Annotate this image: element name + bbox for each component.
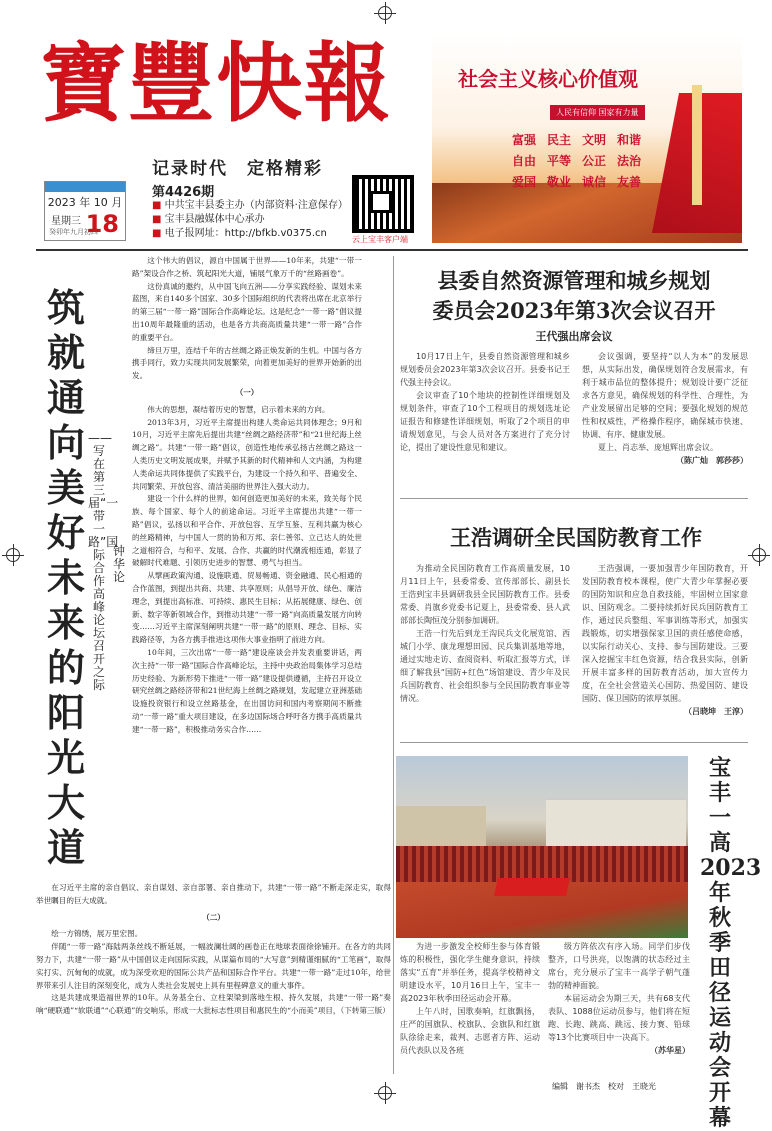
story1-headline-line2: 委员会2023年第3次会议召开 (432, 298, 716, 323)
registration-mark-bottom (378, 1086, 392, 1100)
story2-right-column (582, 562, 748, 718)
value-item: 爱国 (512, 175, 537, 189)
value-item: 文明 (582, 133, 607, 147)
value-item: 平等 (547, 154, 572, 168)
story3-right-column (548, 940, 690, 1057)
paragraph: 王浩一行先后到龙王沟民兵文化展览馆、西城门小学、康龙理想田园、民兵集训基地等地，通过实地走访、查阅资料、听取汇报等方式，详细了解我县“国防+红色”场馆建设、青少年及民兵国防教育、社会组织参与全民国防教育事业等情况。 (400, 629, 570, 703)
registration-mark-top (378, 6, 392, 20)
lead-article-continued (36, 882, 391, 1018)
masthead-divider (36, 249, 748, 251)
paragraph: 这份真诚的邀约，从中国飞向五洲——分享实践经验、谋划未来蓝图，来自140多个国家、30多个国际组织的代表将出席在北京举行的第三届“一带一路”国际合作高峰论坛。这是纪念“一带一路”倡议提出10周年最隆重的活动，也是各方共商高质量共建“一带一路”合作的重要平台。 (132, 281, 362, 342)
value-item: 敬业 (547, 175, 572, 189)
value-item: 富强 (512, 133, 537, 147)
value-item: 法治 (617, 154, 642, 168)
story2-left-column (400, 562, 570, 705)
story-divider-2 (400, 742, 748, 743)
calendar-day: 18 (85, 210, 119, 238)
values-grid (512, 131, 652, 190)
qr-code[interactable] (352, 175, 414, 233)
paragraph: 夏上、肖志举、庞旭辉出席会议。 (598, 443, 718, 452)
paragraph: 10月17日上午，县委自然资源管理和城乡规划委员会2023年第3次会议召开。县委书记王代强主持会议。 (400, 352, 570, 387)
paragraph: 王浩强调，一要加强青少年国防教育，开发国防教育校本课程，使广大青少年掌握必要的国防知识和应急自救技能，牢固树立国家意识、国防观念。二要持续抓好民兵国防教育工作，通过民兵整组、军事训练等形式，加强实践锻炼，切实增强保家卫国的责任感使命感，以实际行动关心、支持、参与国防建设。三要深入挖掘宝丰红色资源，结合我县实际，创新开展丰富多样的国防教育活动，加大宣传力度，在全社会营造关心国防、热爱国防、建设国防、保卫国防的浓厚氛围。 (582, 564, 748, 703)
paragraph: 本届运动会为期三天，共有68支代表队、1088位运动员参与，他们将在短跑、长跑、跳高、跳远、接力赛、铅球等13个比赛项目中一决高下。 (548, 994, 690, 1042)
story1-byline: （陈广灿 郭莎莎） (676, 456, 748, 465)
publisher-info (152, 199, 348, 241)
story2-byline: （吕晓坤 王淳） (684, 707, 748, 716)
sports-meet-photo (396, 756, 688, 938)
paragraph: 在习近平主席的亲自倡议、亲自谋划、亲自部署、亲自推动下，共建“一带一路”不断走深走实，取得举世瞩目的巨大成就。 (36, 883, 391, 905)
paragraph: 会议强调，要坚持“以人为本”的发展思想，从实际出发，确保规划符合发展需求，有利于城市品位的整体提升；规划设计要广泛征求各方意见，确保规划的科学性、合理性，为产业发展留出足够的空间；要强化规划的规范性和权威性，严格操作程序，确保城市快速、协调、有序、健康发展。 (582, 352, 748, 439)
publisher-organizer: ■ 宝丰县融媒体中心承办 (152, 213, 348, 227)
paragraph: 从擘画政策沟通、设施联通、贸易畅通、资金融通、民心相通的合作蓝图，到提出共商、共建、共享原则；从倡导开放、绿色、廉洁理念，到提出高标准、可持续、惠民生目标；从拓展健康、绿色、创新、数字等新领域合作，到推动共建“一带一路”向高质量发展方向转变……习近平主席深刻阐明共建“一带一路”的原则、理念、目标、实践路径等，为各方携手推进这项伟大事业指明了前进方向。 (132, 571, 362, 645)
paragraph: 伟大的思想，凝结着历史的智慧，启示着未来的方向。 (147, 404, 330, 414)
story3-byline: （苏华星） (650, 1046, 690, 1055)
value-item: 和谐 (617, 133, 642, 147)
publisher-website-link[interactable]: ■ 电子报网址：http://bfkb.v0375.cn (152, 227, 348, 241)
paragraph: 缔旦万里，连结千年的古丝绸之路正焕发新的生机。中国与各方携手同行，致力实现共同发展繁荣，向着更加美好的世界开始新的出发。 (132, 345, 362, 381)
paragraph: 为进一步激发全校师生参与体育锻炼的积极性，强化学生健身意识，持续落实“五育”并举任务，提高学校精神文明建设水平，10月16日上午，宝丰一高2023年秋季田径运动会开幕。 (400, 942, 540, 1003)
paragraph: 10年间，三次出席“一带一路”建设座谈会并发表重要讲话，两次主持“一带一路”国际合作高峰论坛，主持中央政治局集体学习总结历史经验、为新形势下推进“一带一路”建设提供遵循，主持召开设立研究丝绸之路经济带和21世纪海上丝绸之路规划，发起建立亚洲基础设施投资银行和设立丝路基金，在出国访问和国内考察期间不断推动“一带一路”重大项目建设，在多边国际场合呼吁各方携手高质量共建“一带一路”，积极推动务实合作…… (132, 647, 362, 734)
story3-left-column (400, 940, 540, 1057)
lead-subhead: ——写在第三届“一带一路”国际合作高峰论坛召开之际 (88, 431, 119, 692)
qr-caption: 云上宝丰客户端 (352, 235, 408, 244)
value-item: 公正 (582, 154, 607, 168)
masthead-motto: 记录时代 定格精彩 (152, 159, 323, 179)
paragraph: 建设一个什么样的世界，如何创造更加美好的未来，致关每个民族、每个国家、每个人的前途命运。习近平主席提出共建“一带一路”倡议，弘扬以和平合作、开放包容、互学互鉴、互利共赢为核心的丝路精神，与中国人一贯的协和万邦、亲仁善邻、立己达人的处世之道相符合，与和平、发展、合作、共赢的时代潮流相连通，彰显了破解时代难题、引领历史进步的智慧、勇气与担当。 (132, 494, 362, 568)
story1-right-column (582, 350, 748, 467)
lead-headline: 筑就通向美好未来的阳光大道 (46, 285, 85, 870)
story1-headline-line1: 县委自然资源管理和城乡规划 (437, 268, 711, 293)
paragraph: 这是共建成果造福世界的10年。从务基全台、立柱架梁到落地生根、持久发展，共建“一带一路”奏响“硬联通”“软联通”“心联通”的交响乐，形成一大批标志性项目和惠民生的“小而美”项目，（下转第三版） (36, 993, 391, 1016)
publisher-sponsor: ■ 中共宝丰县委主办（内部资料·注意保存） (152, 199, 348, 213)
paragraph: 这个伟大的倡议，源自中国属于世界——10年来，共建“一带一路”架设合作之桥、筑起阳光大道，铺展气象万千的“丝路画卷”。 (132, 256, 362, 278)
masthead-title: 寶豐快報 (40, 33, 392, 134)
core-values-banner (432, 33, 742, 243)
paragraph: 级方阵依次有序入场。同学们步伐整齐，口号洪亮，以饱满的状态经过主席台，充分展示了宝丰一高学子朝气蓬勃的精神面貌。 (548, 942, 690, 990)
editor-credit: 编辑 谢书杰 校对 王晓光 (552, 1082, 656, 1091)
huabiao-pillar-image (692, 85, 702, 205)
calendar-year-month: 2023 年 10 月 (47, 196, 123, 209)
story1-headline (400, 266, 748, 326)
paragraph: 2013年3月，习近平主席提出构建人类命运共同体理念；9月和10月，习近平主席先后提出共建“丝绸之路经济带”和“21世纪海上丝绸之路”。共建“一带一路”倡议，创造性地传承弘扬古丝绸之路这一人类历史文明发展成果，并赋予其新的时代精神和人文内涵，为构建人类命运共同体提供了实践平台，为建设一个持久和平、普遍安全、共同繁荣、开放包容、清洁美丽的世界注入强大动力。 (132, 417, 362, 491)
registration-mark-left (6, 548, 20, 562)
story3-headline: 宝丰一高2023年秋季田径运动会开幕 (700, 755, 762, 1131)
lead-author: 钟华论 (112, 544, 125, 584)
section-heading: （一） (235, 387, 259, 397)
story1-left-column (400, 350, 570, 454)
calendar-weekday: 星期三 (51, 216, 81, 227)
registration-mark-right (752, 548, 766, 562)
story1-subhead: 王代强出席会议 (535, 330, 613, 343)
value-item: 自由 (512, 154, 537, 168)
value-item: 友善 (617, 175, 642, 189)
value-item: 诚信 (582, 175, 607, 189)
lead-article-body (132, 255, 362, 736)
banner-title: 社会主义核心价值观 (458, 67, 638, 91)
section-heading: （二） (202, 912, 225, 922)
column-divider (393, 256, 394, 1074)
calendar-lunar: 癸卯年九月初四 (49, 228, 98, 236)
issue-number: 第4426期 (152, 185, 215, 200)
paragraph: 会议审查了10个地块的控制性详细规划及规划条件，审查了10个工程项目的规划选址论证报告和修建性详细规划，听取了2个项目的申请规划意见，与会人员对各方案进行了充分讨论，提出了建设性意见和建议。 (400, 391, 570, 452)
value-item: 民主 (547, 133, 572, 147)
story2-headline: 王浩调研全民国防教育工作 (450, 525, 702, 550)
banner-subtitle: 人民有信仰 国家有力量 (550, 105, 645, 120)
date-calendar (44, 181, 126, 241)
paragraph: 上午八时，国歌奏响，红旗飘扬，庄严的国旗队、校旗队、会旗队和红旗队徐徐走来，裁判、志愿者方阵、运动员代表队以及各班 (400, 1007, 540, 1055)
paragraph: 为推动全民国防教育工作高质量发展，10月11日上午，县委常委、宣传部部长、副县长王浩到宝丰县调研我县全民国防教育工作。县委常委、肖旗乡党委书记夏上，县委常委、县人武部部长陶恒茂分别参加调研。 (400, 564, 570, 625)
paragraph: 伴随“一带一路”海陆两条丝线不断延展，一幅波澜壮阔的画卷正在地球表面徐徐铺开。在各方的共同努力下，共建“一带一路”从中国倡议走向国际实践，从谋篇布局的“大写意”到精谨细腻的“工笔画”，取得实打实、沉甸甸的成就，成为深受欢迎的国际公共产品和国际合作平台。共建“一带一路”走过10年，给世界带来引人注目的深刻变化，成为人类社会发展史上具有里程碑意义的重大事件。 (36, 942, 391, 990)
story-divider-1 (400, 498, 748, 499)
paragraph: 绘一方锦绣，展万里宏图。 (51, 929, 143, 939)
